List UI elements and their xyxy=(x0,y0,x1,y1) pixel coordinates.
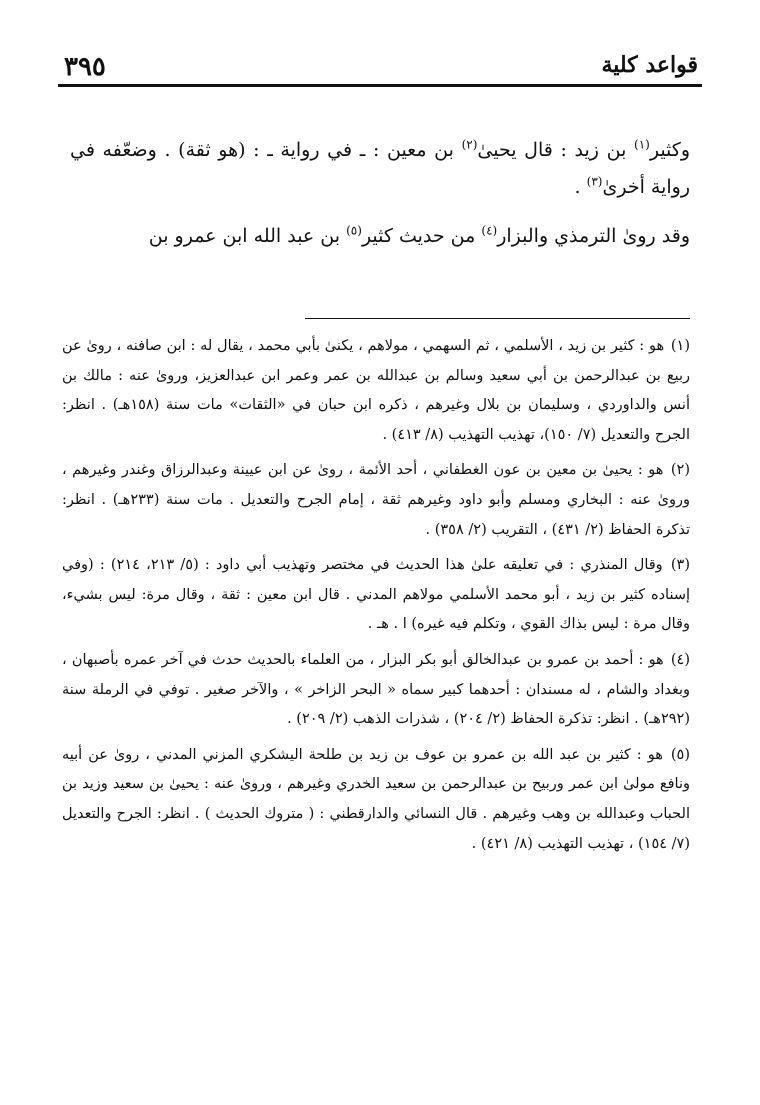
footnote-text: وقال المنذري : في تعليقه علىٰ هذا الحديث في مختصر وتهذيب أبي داود : (٥/ ٢١٣، ٢١٤) : (وفي إسناده كثير بن زيد ، أبو محمد الأسلمي مولاهم المدني . قال ابن معين : ثقة ، وقال مرة: ليس بشيء، وقال مرة : ليس بذاك القوي ، وتكلم فيه غيره) ا . هـ . xyxy=(62,557,690,633)
text-segment: وكثير xyxy=(649,139,691,161)
paragraph-1 xyxy=(70,132,690,206)
footnote-5 xyxy=(62,741,690,859)
footnote-3 xyxy=(62,551,690,640)
footnote-number: (٥) xyxy=(670,746,690,763)
footnotes xyxy=(62,332,690,865)
paragraph-2 xyxy=(70,218,690,255)
text-segment: بن معين : ـ في رواية ـ : (هو ثقة) . وضعّفه في رواية أخرىٰ xyxy=(70,139,690,198)
footnote-number: (٣) xyxy=(670,557,691,574)
footnote-4 xyxy=(62,646,690,735)
text-segment: وقد روىٰ الترمذي والبزار xyxy=(497,225,690,247)
footnote-divider xyxy=(305,318,690,319)
footnote-ref-1: (١) xyxy=(634,137,650,152)
footnote-ref-4: (٤) xyxy=(481,223,498,238)
header-divider xyxy=(58,84,702,87)
footnote-number: (١) xyxy=(670,338,690,354)
footnote-text: هو : يحيىٰ بن معين بن عون الغطفاني ، أحد الأئمة ، روىٰ عن ابن عيينة وعبدالرزاق وغندر وغيرهم ، وروىٰ عنه : البخاري ومسلم وأبو داود وغيرهم ثقة ، إمام الجرح والتعديل . مات سنة (٢٣٣هـ) . انظر: تذكرة الحفاظ (٢/ ٤٣١) ، التقريب (٢/ ٣٥٨) . xyxy=(62,462,690,538)
footnote-2 xyxy=(62,456,690,545)
main-text xyxy=(70,132,690,267)
text-segment: بن زيد : قال يحيىٰ xyxy=(477,139,627,161)
page-number: ٣٩٥ xyxy=(64,52,106,82)
footnote-text: هو : كثير بن زيد ، الأسلمي ، ثم السهمي ، مولاهم ، يكنىٰ بأبي محمد ، يقال له : ابن صافنه ، روىٰ عن ربيع بن عبدالرحمن بن أبي سعيد وسالم بن عبدالله بن عمر وعمر ابن عبدالعزيز، وروىٰ عنه : مالك بن أنس والداوردي ، وسليمان بن بلال وغيرهم ، ذكره ابن حبان في «الثقات» مات سنة (١٥٨هـ) . انظر: الجرح والتعديل (٧/ ١٥٠)، تهذيب التهذيب (٨/ ٤١٣) . xyxy=(62,338,690,443)
footnote-text: هو : أحمد بن عمرو بن عبدالخالق أبو بكر البزار ، من العلماء بالحديث حدث في آخر عمره بأصبهان ، وبغداد والشام ، له مسندان : أحدهما كبير سماه « البحر الزاخر » ، والآخر صغير . توفي في الرملة سنة (٢٩٢هـ) . انظر: تذكرة الحفاظ (٢/ ٢٠٤) ، شذرات الذهب (٢/ ٢٠٩) . xyxy=(62,651,690,728)
page-header xyxy=(58,52,702,94)
text-segment: . xyxy=(574,176,581,198)
footnote-ref-5: (٥) xyxy=(346,223,362,238)
footnote-ref-2: (٢) xyxy=(461,137,478,152)
footnote-number: (٤) xyxy=(670,651,691,668)
running-title: قواعد كلية xyxy=(601,52,698,78)
text-segment: من حديث كثير xyxy=(361,225,476,247)
footnote-ref-3: (٣) xyxy=(586,174,603,189)
footnote-1 xyxy=(62,332,690,450)
footnote-text: هو : كثير بن عبد الله بن عمرو بن عوف بن زيد بن طلحة اليشكري المزني المدني ، روىٰ عن أبيه ونافع مولىٰ ابن عمر وربيح بن عبدالرحمن بن سعيد الخدري وغيرهم ، وروىٰ عنه : يحيىٰ بن سعيد وزيد بن الحباب وعبدالله بن وهب وغيرهم . قال النسائي والدارقطني : ( متروك الحديث ) . انظر: الجرح والتعديل (٧/ ١٥٤) ، تهذيب التهذيب (٨/ ٤٢١) . xyxy=(62,746,690,852)
text-segment: بن عبد الله ابن عمرو بن xyxy=(148,225,341,247)
footnote-number: (٢) xyxy=(670,462,690,479)
